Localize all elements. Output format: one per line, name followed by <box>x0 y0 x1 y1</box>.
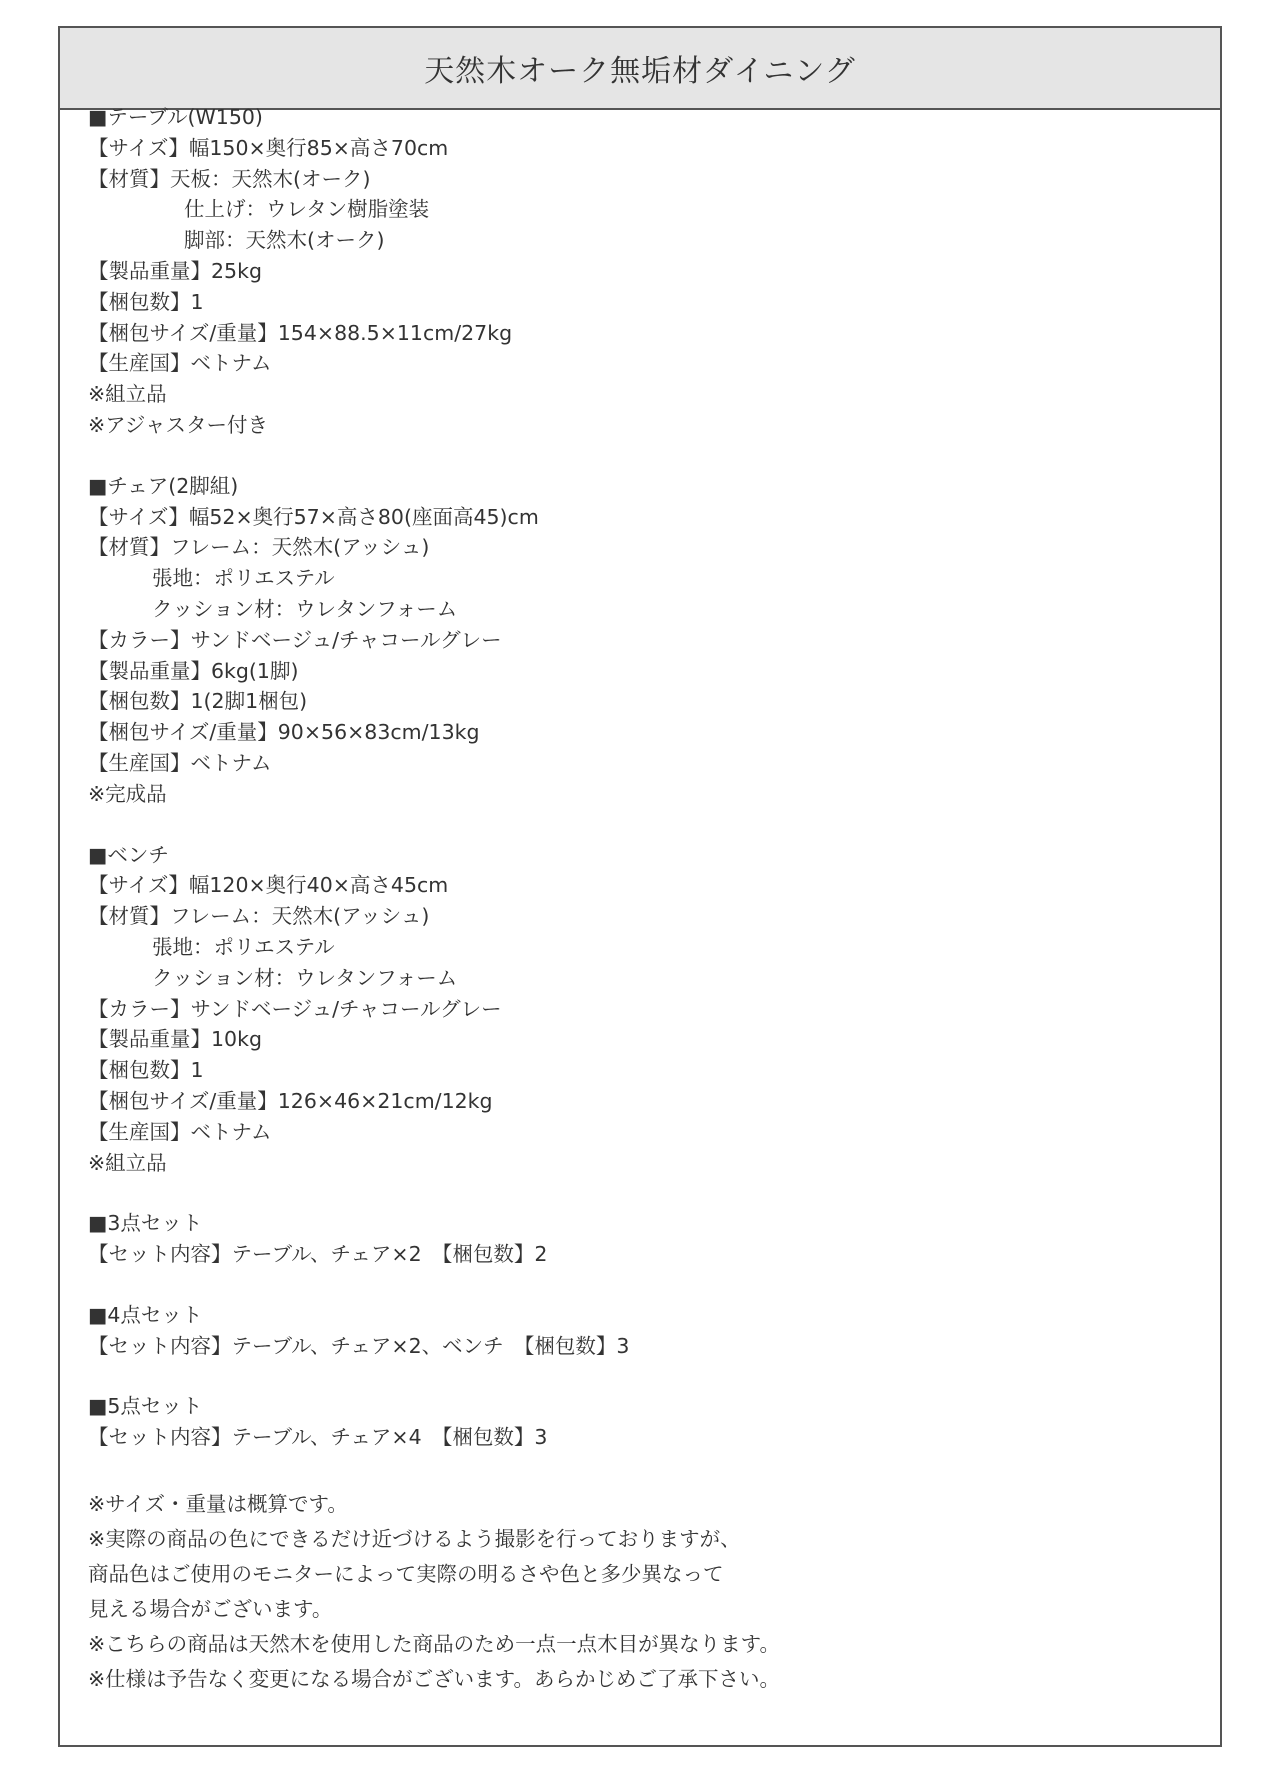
chair-weight: 【製品重量】6kg(1脚) <box>88 658 299 683</box>
chair-note-complete: ※完成品 <box>88 781 167 806</box>
bench-package-size: 【梱包サイズ/重量】126×46×21cm/12kg <box>88 1088 493 1113</box>
bench-note-assembly: ※組立品 <box>88 1150 167 1175</box>
note-line: 商品色はご使用のモニターによって実際の明るさや色と多少異なって <box>88 1562 724 1587</box>
bench-color: 【カラー】サンドベージュ/チャコールグレー <box>88 996 502 1021</box>
section-gap <box>88 1453 1128 1483</box>
table-package-size: 【梱包サイズ/重量】154×88.5×11cm/27kg <box>88 320 513 345</box>
table-legs: 脚部：天然木(オーク) <box>184 228 385 253</box>
bench-weight: 【製品重量】10kg <box>88 1027 262 1052</box>
spec-title: 天然木オーク無垢材ダイニング <box>424 54 856 89</box>
set-3-contents: 【セット内容】テーブル、チェア×2 【梱包数】2 <box>88 1242 548 1267</box>
set-5-contents: 【セット内容】テーブル、チェア×4 【梱包数】3 <box>88 1425 548 1450</box>
notes-section <box>88 1487 1128 1697</box>
table-note-adjuster: ※アジャスター付き <box>88 412 268 437</box>
section-gap <box>88 810 1128 840</box>
note-line: ※仕様は予告なく変更になる場合がございます。あらかじめご了承下さい。 <box>88 1667 781 1692</box>
table-material: 【材質】天板：天然木(オーク) <box>88 166 371 191</box>
table-packages: 【梱包数】1 <box>88 289 204 314</box>
section-gap <box>88 1361 1128 1391</box>
bench-cushion: クッション材：ウレタンフォーム <box>152 965 458 990</box>
table-finish: 仕上げ：ウレタン樹脂塗装 <box>184 197 430 222</box>
table-heading: ■テーブル(W150) <box>88 105 263 129</box>
bench-origin: 【生産国】ベトナム <box>88 1119 272 1144</box>
set-3-section <box>88 1208 1128 1270</box>
table-weight: 【製品重量】25kg <box>88 258 262 283</box>
set-4-heading: ■4点セット <box>88 1302 203 1327</box>
table-size: 【サイズ】幅150×奥行85×高さ70cm <box>88 135 449 160</box>
note-line: ※こちらの商品は天然木を使用した商品のため一点一点木目が異なります。 <box>88 1632 781 1657</box>
chair-upholstery: 張地：ポリエステル <box>152 566 335 591</box>
bench-material: 【材質】フレーム：天然木(アッシュ) <box>88 904 430 929</box>
note-line: ※実際の商品の色にできるだけ近づけるよう撮影を行っておりますが、 <box>88 1527 741 1552</box>
chair-cushion: クッション材：ウレタンフォーム <box>152 596 458 621</box>
set-5-heading: ■5点セット <box>88 1394 203 1419</box>
chair-origin: 【生産国】ベトナム <box>88 750 272 775</box>
set-4-section <box>88 1300 1128 1362</box>
set-3-heading: ■3点セット <box>88 1211 203 1236</box>
section-gap <box>88 441 1128 471</box>
bench-section <box>88 840 1128 1179</box>
chair-packages: 【梱包数】1(2脚1梱包) <box>88 689 308 714</box>
set-4-contents: 【セット内容】テーブル、チェア×2、ベンチ 【梱包数】3 <box>88 1333 630 1358</box>
spec-content <box>88 102 1128 1697</box>
table-origin: 【生産国】ベトナム <box>88 351 272 376</box>
chair-color: 【カラー】サンドベージュ/チャコールグレー <box>88 627 502 652</box>
chair-section <box>88 471 1128 810</box>
note-line: ※サイズ・重量は概算です。 <box>88 1492 348 1517</box>
note-line: 見える場合がございます。 <box>88 1597 333 1622</box>
bench-packages: 【梱包数】1 <box>88 1058 204 1083</box>
section-gap <box>88 1178 1128 1208</box>
table-section <box>88 102 1128 441</box>
spec-title-bar <box>60 28 1220 110</box>
chair-material: 【材質】フレーム：天然木(アッシュ) <box>88 535 430 560</box>
bench-upholstery: 張地：ポリエステル <box>152 934 335 959</box>
set-5-section <box>88 1391 1128 1453</box>
bench-heading: ■ベンチ <box>88 842 169 867</box>
bench-size: 【サイズ】幅120×奥行40×高さ45cm <box>88 873 449 898</box>
section-gap <box>88 1270 1128 1300</box>
chair-size: 【サイズ】幅52×奥行57×高さ80(座面高45)cm <box>88 504 539 529</box>
chair-package-size: 【梱包サイズ/重量】90×56×83cm/13kg <box>88 720 480 745</box>
table-note-assembly: ※組立品 <box>88 382 167 407</box>
chair-heading: ■チェア(2脚組) <box>88 473 239 498</box>
